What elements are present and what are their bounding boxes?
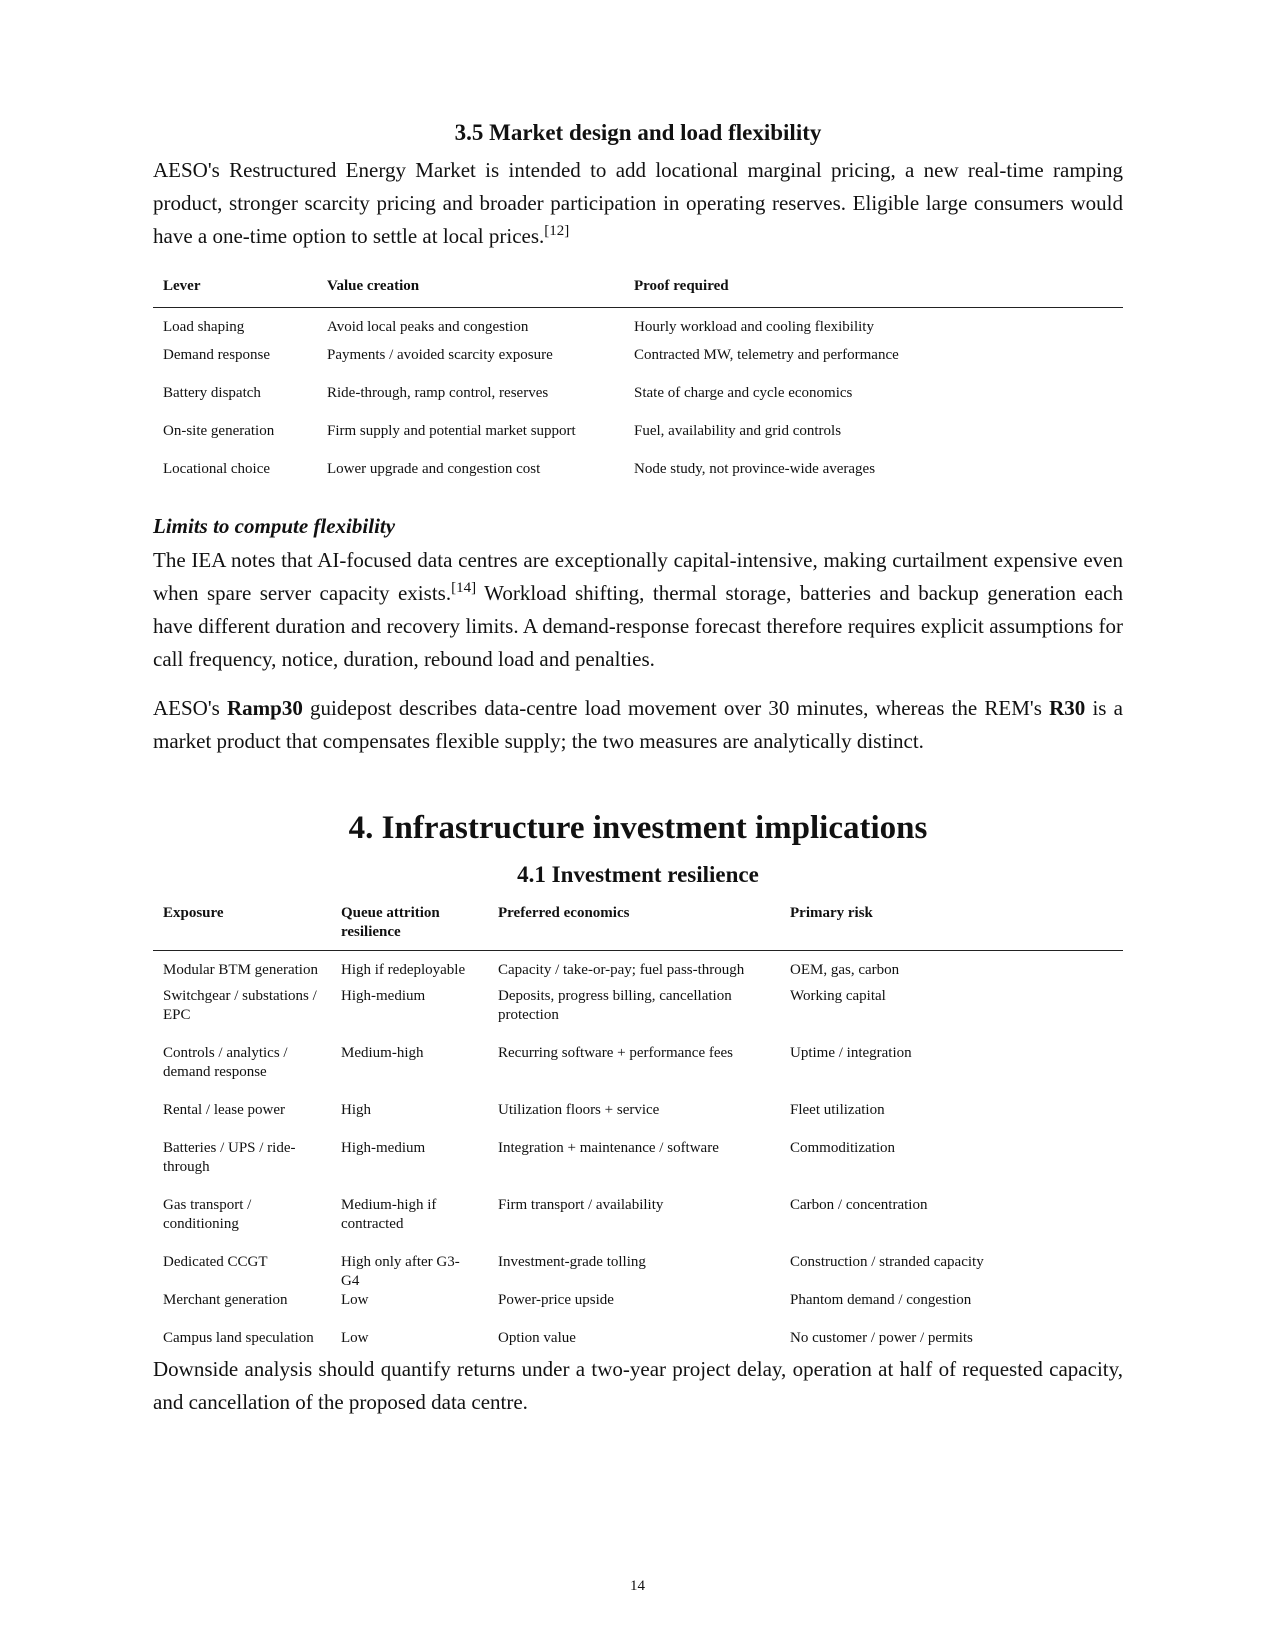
- section-3-5-heading: 3.5 Market design and load flexibility: [454, 120, 822, 145]
- page-content: [153, 118, 1123, 1419]
- levers-table: [153, 277, 1123, 484]
- table-cell: Option value: [498, 1330, 576, 1346]
- table-row: [153, 951, 1123, 988]
- table-cell: Demand response: [163, 347, 271, 363]
- limits-text-b: Workload shifting, thermal storage, batteries and backup generation each have different duration and recovery limits. A demand-response forecast therefore requires explicit assumptions for call frequency, notice, duration, rebound load and penalties.: [153, 581, 1123, 671]
- col-header-value-creation: Value creation: [317, 277, 624, 308]
- table-cell: High: [341, 1102, 371, 1118]
- col-header-proof-required: Proof required: [624, 277, 1123, 308]
- table-cell: Firm supply and potential market support: [327, 423, 576, 439]
- table-row: [153, 987, 1123, 1044]
- table-row: [153, 1101, 1123, 1139]
- col-header-preferred-economics: Preferred economics: [488, 904, 780, 951]
- ramp-text-3: is a market product that compensates flexible supply; the two measures are analytically distinct.: [153, 696, 1123, 753]
- table-cell: Medium-high: [341, 1045, 424, 1061]
- table-cell: No customer / power / permits: [790, 1330, 973, 1346]
- table-cell: Rental / lease power: [163, 1102, 286, 1118]
- table-row: [153, 422, 1123, 460]
- r30-term: R30: [1049, 696, 1086, 720]
- table-cell: Gas transport / conditioning: [163, 1197, 252, 1232]
- col-header-exposure: Exposure: [153, 904, 331, 951]
- table-cell: Low: [341, 1292, 369, 1308]
- section-3-5-text: AESO's Restructured Energy Market is intended to add locational marginal pricing, a new real-time ramping product, stronger scarcity pricing and broader participation in operating reserves. Eligible large consumers would have a one-time option to settle at local prices.: [153, 158, 1123, 248]
- section-4-heading: 4. Infrastructure investment implications: [348, 810, 928, 846]
- table-cell: High-medium: [341, 988, 426, 1004]
- table-row: [153, 308, 1123, 347]
- table-cell: Power-price upside: [498, 1292, 614, 1308]
- table-row: [153, 384, 1123, 422]
- table-cell: Phantom demand / congestion: [790, 1292, 972, 1308]
- section-4-1-heading: 4.1 Investment resilience: [517, 862, 759, 887]
- table-cell: Deposits, progress billing, cancellation protection: [498, 988, 732, 1023]
- table-cell: Load shaping: [163, 319, 245, 335]
- table-cell: Lower upgrade and congestion cost: [327, 461, 541, 477]
- table-row: [153, 1253, 1123, 1291]
- col-header-queue-attrition: Queue attrition resilience: [331, 904, 488, 951]
- table-cell: Locational choice: [163, 461, 271, 477]
- section-3-5-paragraph: [153, 154, 1123, 253]
- table-row: [153, 1044, 1123, 1101]
- table-cell: Node study, not province-wide averages: [634, 461, 876, 477]
- table-cell: Utilization floors + service: [498, 1102, 660, 1118]
- table-row: [153, 1291, 1123, 1329]
- table-cell: Contracted MW, telemetry and performance: [634, 347, 899, 363]
- table-cell: Capacity / take-or-pay; fuel pass-through: [498, 962, 745, 978]
- table-cell: On-site generation: [163, 423, 275, 439]
- table-cell: High only after G3-G4: [341, 1254, 460, 1289]
- table-cell: High if redeployable: [341, 962, 466, 978]
- table-header-row: [153, 277, 1123, 308]
- table-cell: Merchant generation: [163, 1292, 288, 1308]
- col-header-lever: Lever: [153, 277, 317, 308]
- table-cell: Hourly workload and cooling flexibility: [634, 319, 874, 335]
- table-cell: Low: [341, 1330, 369, 1346]
- reference-12[interactable]: [12]: [544, 223, 570, 239]
- table-cell: Recurring software + performance fees: [498, 1045, 734, 1061]
- table-cell: Dedicated CCGT: [163, 1254, 268, 1270]
- table-cell: Carbon / concentration: [790, 1197, 928, 1213]
- table-row: [153, 1329, 1123, 1353]
- table-row: [153, 460, 1123, 484]
- table-cell: Integration + maintenance / software: [498, 1140, 719, 1156]
- limits-text-a: The IEA notes that AI-focused data centres are exceptionally capital-intensive, making curtailment expensive even when spare server capacity exists.: [153, 548, 1123, 605]
- table-cell: Modular BTM generation: [163, 962, 318, 978]
- table-cell: Firm transport / availability: [498, 1197, 664, 1213]
- limits-paragraph: [153, 544, 1123, 676]
- table-cell: Construction / stranded capacity: [790, 1254, 984, 1270]
- closing-paragraph: Downside analysis should quantify returns under a two-year project delay, operation at half of requested capacity, and cancellation of the proposed data centre.: [153, 1357, 1123, 1414]
- ramp-text-1: AESO's: [153, 696, 227, 720]
- table-cell: Medium-high if contracted: [341, 1197, 437, 1232]
- table-cell: Ride-through, ramp control, reserves: [327, 385, 549, 401]
- table-cell: Uptime / integration: [790, 1045, 912, 1061]
- table-row: [153, 1139, 1123, 1196]
- table-cell: Working capital: [790, 988, 886, 1004]
- table-cell: State of charge and cycle economics: [634, 385, 853, 401]
- page-number: 14: [630, 1578, 645, 1594]
- table-row: [153, 1196, 1123, 1253]
- ramp30-term: Ramp30: [227, 696, 303, 720]
- ramp-text-2: guidepost describes data-centre load movement over 30 minutes, whereas the REM's: [302, 696, 1050, 720]
- investment-resilience-table: [153, 904, 1123, 1353]
- table-header-row: [153, 904, 1123, 951]
- table-cell: Commoditization: [790, 1140, 895, 1156]
- table-cell: Batteries / UPS / ride-through: [163, 1140, 296, 1175]
- table-cell: OEM, gas, carbon: [790, 962, 900, 978]
- table-cell: Battery dispatch: [163, 385, 261, 401]
- ramp-paragraph: [153, 692, 1123, 758]
- col-header-primary-risk: Primary risk: [780, 904, 1123, 951]
- table-cell: Payments / avoided scarcity exposure: [327, 347, 553, 363]
- table-cell: Fuel, availability and grid controls: [634, 423, 842, 439]
- table-cell: Fleet utilization: [790, 1102, 885, 1118]
- table-cell: Avoid local peaks and congestion: [327, 319, 529, 335]
- limits-heading: Limits to compute flexibility: [153, 514, 396, 538]
- table-cell: Controls / analytics / demand response: [163, 1045, 288, 1080]
- table-cell: Campus land speculation: [163, 1330, 314, 1346]
- table-cell: High-medium: [341, 1140, 426, 1156]
- table-cell: Investment-grade tolling: [498, 1254, 646, 1270]
- table-row: [153, 346, 1123, 384]
- table-cell: Switchgear / substations / EPC: [163, 988, 317, 1023]
- reference-14[interactable]: [14]: [451, 580, 477, 596]
